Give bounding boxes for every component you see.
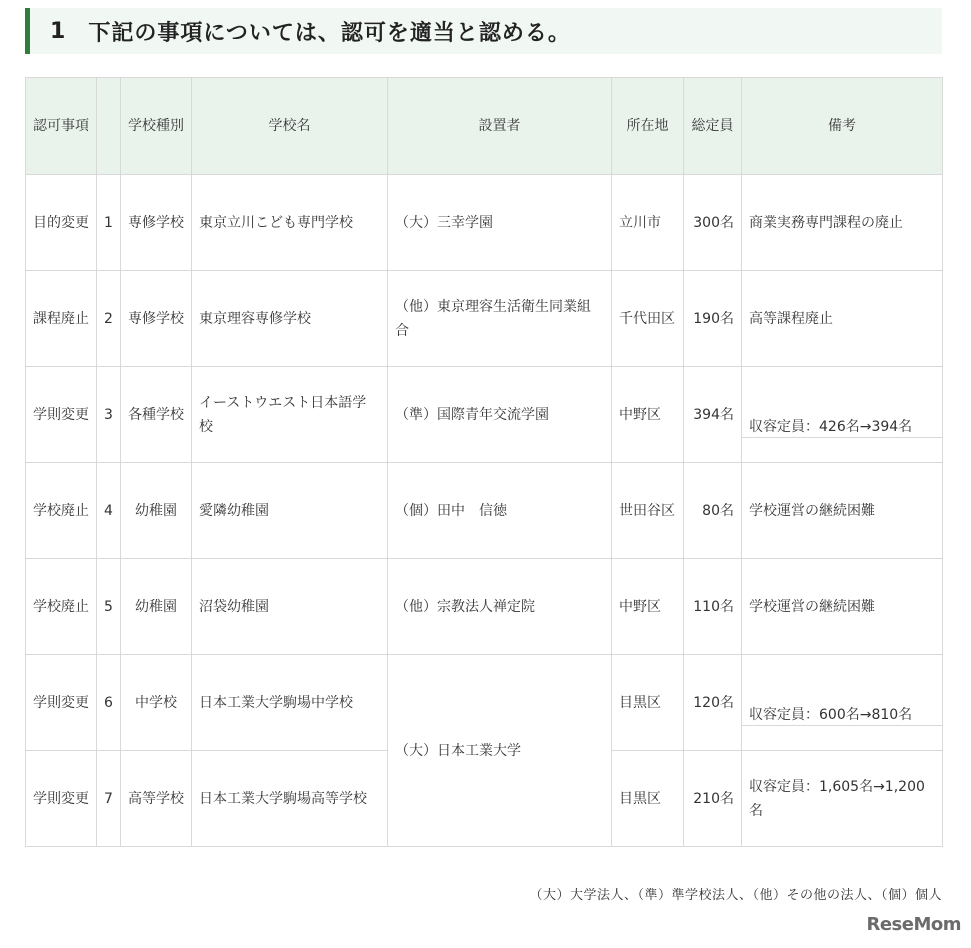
cell-location: 中野区 xyxy=(612,559,684,655)
cell-note: 収容定員：1,605名→1,200名 xyxy=(742,751,943,847)
cell-location: 千代田区 xyxy=(612,271,684,367)
header-school-type: 学校種別 xyxy=(121,78,192,175)
header-item: 認可事項 xyxy=(26,78,97,175)
cell-number: 7 xyxy=(97,751,121,847)
cell-school-type: 各種学校 xyxy=(121,367,192,463)
cell-school-type: 中学校 xyxy=(121,655,192,751)
cell-item: 学則変更 xyxy=(26,367,97,463)
cell-school-name: イーストウエスト日本語学校 xyxy=(192,367,388,463)
cell-founder: （準）国際青年交流学園 xyxy=(388,367,612,463)
cell-note: 高等課程廃止 xyxy=(742,271,943,367)
cell-number: 1 xyxy=(97,175,121,271)
cell-number: 3 xyxy=(97,367,121,463)
header-note: 備考 xyxy=(742,78,943,175)
header-capacity: 総定員 xyxy=(684,78,742,175)
cell-number: 4 xyxy=(97,463,121,559)
cell-note: 学校運営の継続困難 xyxy=(742,559,943,655)
cell-location: 世田谷区 xyxy=(612,463,684,559)
cell-item: 学校廃止 xyxy=(26,559,97,655)
cell-school-name: 沼袋幼稚園 xyxy=(192,559,388,655)
cell-note xyxy=(742,367,943,463)
section-number: 1 xyxy=(50,18,67,44)
cell-capacity: 190名 xyxy=(684,271,742,367)
cell-capacity: 80名 xyxy=(684,463,742,559)
cell-location: 立川市 xyxy=(612,175,684,271)
cell-location: 目黒区 xyxy=(612,751,684,847)
note-text: 収容定員：600名→810名 xyxy=(749,706,913,723)
cell-number: 6 xyxy=(97,655,121,751)
cell-school-name: 東京理容専修学校 xyxy=(192,271,388,367)
cell-item: 課程廃止 xyxy=(26,271,97,367)
cell-school-name: 日本工業大学駒場中学校 xyxy=(192,655,388,751)
table-row xyxy=(26,463,943,559)
approval-table xyxy=(25,77,943,847)
cell-school-type: 専修学校 xyxy=(121,271,192,367)
table-row xyxy=(26,175,943,271)
cell-capacity: 210名 xyxy=(684,751,742,847)
table-row xyxy=(26,559,943,655)
table-row xyxy=(26,367,943,463)
cell-school-type: 高等学校 xyxy=(121,751,192,847)
cell-capacity: 120名 xyxy=(684,655,742,751)
cell-founder: （大）三幸学園 xyxy=(388,175,612,271)
cell-school-type: 専修学校 xyxy=(121,175,192,271)
resemom-watermark-logo: ReseMom xyxy=(866,914,961,935)
cell-number: 5 xyxy=(97,559,121,655)
header-school-name: 学校名 xyxy=(192,78,388,175)
cell-note: 学校運営の継続困難 xyxy=(742,463,943,559)
cell-item: 学則変更 xyxy=(26,655,97,751)
cell-founder: （個）田中 信徳 xyxy=(388,463,612,559)
table-header-row xyxy=(26,78,943,175)
cell-founder: （他）宗教法人禅定院 xyxy=(388,559,612,655)
cell-capacity: 394名 xyxy=(684,367,742,463)
cell-school-name: 愛隣幼稚園 xyxy=(192,463,388,559)
cell-school-type: 幼稚園 xyxy=(121,559,192,655)
cell-school-name: 日本工業大学駒場高等学校 xyxy=(192,751,388,847)
cell-note xyxy=(742,655,943,751)
header-location: 所在地 xyxy=(612,78,684,175)
cell-item: 学校廃止 xyxy=(26,463,97,559)
table-row xyxy=(26,655,943,751)
cell-location: 目黒区 xyxy=(612,655,684,751)
table-row xyxy=(26,271,943,367)
cell-location: 中野区 xyxy=(612,367,684,463)
cell-item: 学則変更 xyxy=(26,751,97,847)
cell-number: 2 xyxy=(97,271,121,367)
cell-founder: （他）東京理容生活衛生同業組合 xyxy=(388,271,612,367)
cell-school-name: 東京立川こども専門学校 xyxy=(192,175,388,271)
section-heading xyxy=(25,8,942,54)
cell-capacity: 300名 xyxy=(684,175,742,271)
cell-item: 目的変更 xyxy=(26,175,97,271)
legend-footnote: （大）大学法人、（準）準学校法人、（他）その他の法人、（個）個人 xyxy=(529,888,942,903)
cell-founder: （大）日本工業大学 xyxy=(388,655,612,847)
section-title: 下記の事項については、認可を適当と認める。 xyxy=(88,20,571,46)
header-number xyxy=(97,78,121,175)
cell-note: 商業実務専門課程の廃止 xyxy=(742,175,943,271)
header-founder: 設置者 xyxy=(388,78,612,175)
cell-capacity: 110名 xyxy=(684,559,742,655)
note-text: 収容定員：426名→394名 xyxy=(749,418,913,435)
cell-school-type: 幼稚園 xyxy=(121,463,192,559)
